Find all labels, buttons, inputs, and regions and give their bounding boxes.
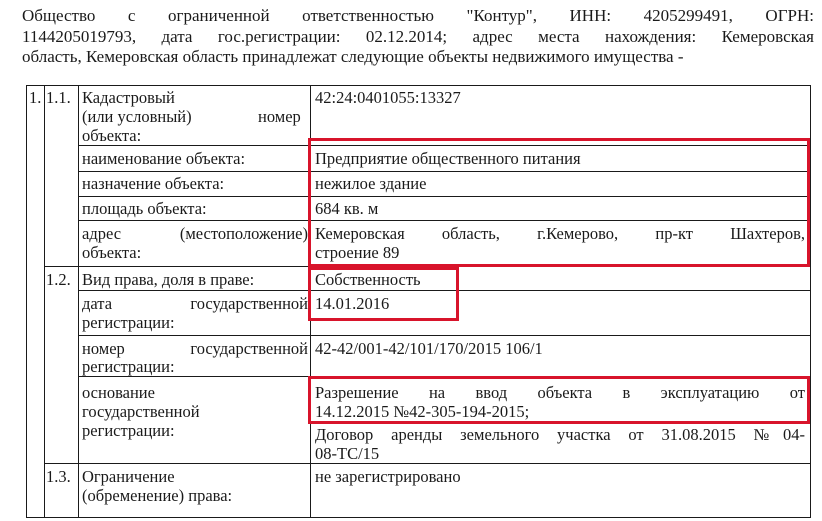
encumbrance-value: не зарегистрировано [315, 467, 461, 486]
intro-line-1: Общество с ограниченной ответственностью "Контур", ИНН: 4205299491, ОГРН: [22, 6, 814, 25]
table-rule [78, 335, 811, 336]
registration-basis-lease-line-1: Договор аренды земельного участка от 31.08.2015 №04- [315, 425, 805, 444]
highlight-box-permit [308, 376, 810, 424]
registration-basis-permit-line-2: 14.12.2015 №42-305-194-2015; [315, 402, 530, 421]
object-name-value: Предприятие общественного питания [315, 149, 581, 168]
cadastral-label-line-2a: (или условный) [82, 107, 192, 126]
intro-paragraph [22, 6, 814, 68]
registration-number-label-line-2: регистрации: [82, 357, 175, 376]
table-rule [78, 85, 79, 518]
table-rule [44, 463, 811, 464]
registration-date-value: 14.01.2016 [315, 294, 390, 313]
table-rule [26, 85, 811, 86]
registration-number-value: 42-42/001-42/101/170/2015 106/1 [315, 339, 543, 358]
registration-basis-lease-line-2: 08-ТС/15 [315, 444, 380, 463]
object-area-value: 684 кв. м [315, 199, 379, 218]
intro-line-2: 1144205019793, дата гос.регистрации: 02.12.2014; адрес места нахождения: Кемеровская [22, 26, 814, 46]
right-type-value: Собственность [315, 270, 421, 289]
registration-number-label-line-1: номер государственной [82, 339, 308, 358]
right-type-label: Вид права, доля в праве: [82, 270, 255, 289]
row-number-1: 1. [29, 88, 42, 107]
object-address-value-line-2: строение 89 [315, 243, 400, 262]
cadastral-label-line-3: объекта: [82, 126, 142, 145]
registration-basis-label-line-3: регистрации: [82, 421, 175, 440]
cadastral-number-value: 42:24:0401055:13327 [315, 88, 461, 107]
intro-line-3: область, Кемеровская область принадлежат следующие объекты недвижимого имущества - [22, 47, 684, 66]
registration-basis-label-line-2: государственной [82, 402, 200, 421]
row-number-1-3: 1.3. [46, 467, 71, 486]
cadastral-label-line-2b: номер [258, 107, 301, 126]
table-rule [810, 85, 811, 518]
cadastral-label-line-1: Кадастровый [82, 88, 175, 107]
highlight-box-object-details [308, 138, 810, 267]
object-address-label-line-1: адрес (местоположение) [82, 224, 308, 243]
table-rule [26, 85, 27, 518]
object-name-label: наименование объекта: [82, 149, 246, 168]
row-number-1-2: 1.2. [46, 270, 71, 289]
object-address-value-line-1: Кемеровская область, г.Кемерово, пр-кт Шахтеров, [315, 224, 805, 243]
registration-date-label-line-2: регистрации: [82, 313, 175, 332]
registration-basis-label-line-1: основание [82, 383, 155, 402]
encumbrance-label-line-2: (обременение) права: [82, 486, 233, 505]
registration-date-label-line-1: дата государственной [82, 294, 308, 313]
row-number-1-1: 1.1. [46, 88, 71, 107]
registration-basis-permit-line-1: Разрешение на ввод объекта в эксплуатацию от [315, 383, 805, 402]
table-rule [26, 517, 811, 518]
object-address-label-line-2: объекта: [82, 243, 142, 262]
table-rule [44, 85, 45, 518]
object-area-label: площадь объекта: [82, 199, 207, 218]
object-purpose-label: назначение объекта: [82, 174, 225, 193]
encumbrance-label-line-1: Ограничение [82, 467, 175, 486]
highlight-box-right-and-date [308, 267, 459, 321]
object-purpose-value: нежилое здание [315, 174, 427, 193]
